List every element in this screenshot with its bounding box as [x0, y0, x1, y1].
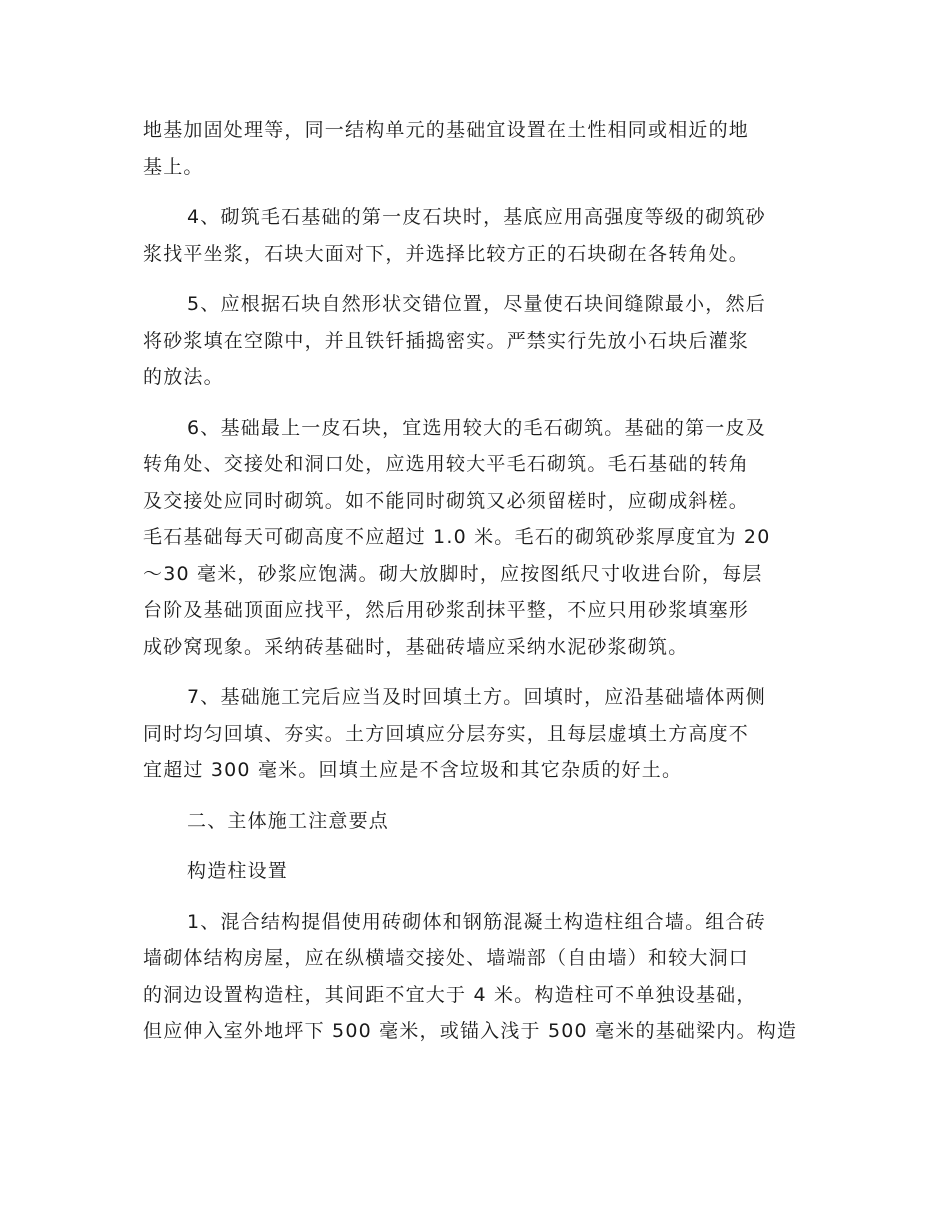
paragraph-item-5: [143, 286, 809, 396]
document-body: [143, 112, 809, 1050]
text-line: 浆找平坐浆，石块大面对下，并选择比较方正的石块砌在各转角处。: [143, 242, 750, 265]
paragraph-item-6: [143, 410, 809, 666]
text-line: 1、混合结构提倡使用砖砌体和钢筋混凝土构造柱组合墙。组合砖: [187, 910, 766, 933]
text-line: 6、基础最上一皮石块，宜选用较大的毛石砌筑。基础的第一皮及: [187, 416, 766, 439]
section-heading-main-construction: [143, 803, 809, 840]
text-line: 成砂窝现象。采纳砖基础时，基础砖墙应采纳水泥砂浆砌筑。: [143, 635, 689, 658]
text-line: 毛石基础每天可砌高度不应超过 1.0 米。毛石的砌筑砂浆厚度宜为 20: [143, 526, 771, 548]
subheading-structural-column: [143, 853, 809, 890]
text-line: 宜超过 300 毫米。回填土应是不含垃圾和其它杂质的好土。: [143, 759, 683, 781]
paragraph-foundation-continuation: [143, 112, 809, 185]
paragraph-column-item-1: [143, 904, 809, 1050]
text-line: ～30 毫米，砂浆应饱满。砌大放脚时，应按图纸尺寸收进台阶，每层: [143, 562, 763, 585]
text-line: 墙砌体结构房屋，应在纵横墙交接处、墙端部（自由墙）和较大洞口: [143, 947, 750, 969]
heading-line: 二、主体施工注意要点: [187, 809, 390, 832]
text-line: 基上。: [143, 155, 204, 178]
text-line: 台阶及基础顶面应找平，然后用砂浆刮抹平整，不应只用砂浆填塞形: [143, 599, 750, 621]
text-line: 5、应根据石块自然形状交错位置，尽量使石块间缝隙最小，然后: [187, 293, 766, 315]
text-line: 同时均匀回填、夯实。土方回填应分层夯实，且每层虚填土方高度不: [143, 722, 750, 745]
text-line: 地基加固处理等，同一结构单元的基础宜设置在土性相同或相近的地: [143, 119, 750, 141]
text-line: 的洞边设置构造柱，其间距不宜大于 4 米。构造柱可不单独设基础，: [143, 983, 757, 1006]
text-line: 的放法。: [143, 366, 224, 388]
text-line: 4、砌筑毛石基础的第一皮石块时，基底应用高强度等级的砌筑砂: [187, 206, 766, 228]
heading-line: 构造柱设置: [187, 860, 289, 882]
text-line: 但应伸入室外地坪下 500 毫米，或锚入浅于 500 毫米的基础梁内。构造: [143, 1020, 798, 1042]
paragraph-item-4: [143, 199, 809, 272]
paragraph-item-7: [143, 679, 809, 789]
text-line: 转角处、交接处和洞口处，应选用较大平毛石砌筑。毛石基础的转角: [143, 453, 750, 475]
text-line: 7、基础施工完后应当及时回填土方。回填时，应沿基础墙体两侧: [187, 686, 766, 708]
text-line: 将砂浆填在空隙中，并且铁钎插捣密实。严禁实行先放小石块后灌浆: [143, 329, 750, 352]
text-line: 及交接处应同时砌筑。如不能同时砌筑又必须留槎时，应砌成斜槎。: [143, 489, 750, 512]
